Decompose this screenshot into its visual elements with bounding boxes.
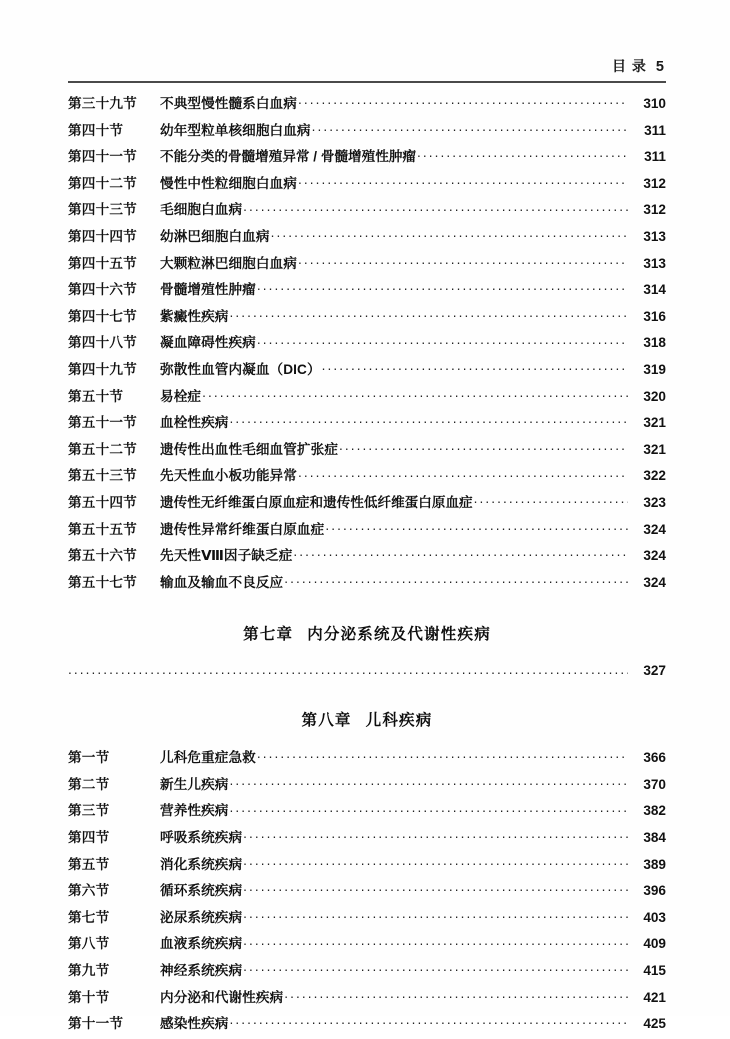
toc-entry-label: 第五十三节 xyxy=(68,468,137,484)
toc-entry-label: 第四十八节 xyxy=(68,335,137,351)
toc-entry-label: 第四节 xyxy=(68,830,110,846)
toc-entry-label: 第四十二节 xyxy=(68,175,137,191)
toc-entry-title: 循环系统疾病 xyxy=(160,883,243,899)
dot-leader xyxy=(243,201,628,215)
toc-entry-title: 泌尿系统疾病 xyxy=(160,909,243,925)
toc-entry[interactable] xyxy=(68,331,666,358)
toc-entry[interactable] xyxy=(68,385,666,412)
toc-entry[interactable] xyxy=(68,518,666,545)
toc-entry-label: 第四十六节 xyxy=(68,282,137,298)
toc-entry-label: 第八节 xyxy=(68,936,110,952)
toc-entry-label: 第五十节 xyxy=(68,388,124,404)
toc-entry-title: 遗传性出血性毛细血管扩张症 xyxy=(160,441,339,457)
toc-entry[interactable] xyxy=(68,799,666,826)
spacer xyxy=(68,730,666,746)
toc-entry-label: 第五十二节 xyxy=(68,441,137,457)
toc-entry[interactable] xyxy=(68,571,666,598)
toc-entry-title: 呼吸系统疾病 xyxy=(160,830,243,846)
toc-entry-title: 输血及输血不良反应 xyxy=(160,574,284,590)
toc-entry-page: 310 xyxy=(643,96,666,111)
toc-entry-page: 324 xyxy=(643,548,666,564)
toc-entry-page: 366 xyxy=(643,750,666,766)
dot-leader xyxy=(243,828,628,842)
toc-entry-label: 第四十九节 xyxy=(68,361,137,377)
toc-entry-title: 神经系统疾病 xyxy=(160,963,243,979)
toc-entry[interactable] xyxy=(68,773,666,800)
toc-entry-label: 第三节 xyxy=(68,803,110,819)
dot-leader xyxy=(417,148,628,162)
toc-group-chapter6-sections xyxy=(68,92,666,597)
toc-entry[interactable] xyxy=(68,544,666,571)
toc-entry-page: 321 xyxy=(643,415,666,431)
toc-entry-page: 313 xyxy=(643,255,666,271)
chapter-7-entry[interactable] xyxy=(68,644,666,678)
toc-entry[interactable] xyxy=(68,145,666,172)
toc-entry-label: 第九节 xyxy=(68,963,110,979)
running-head-title: 目 录 xyxy=(612,58,647,74)
toc-entry-page: 324 xyxy=(643,574,666,590)
toc-body xyxy=(68,92,666,1039)
toc-entry[interactable] xyxy=(68,198,666,225)
toc-entry-label: 第四十一节 xyxy=(68,149,137,165)
toc-entry-page: 409 xyxy=(643,936,666,952)
toc-entry-title: 弥散性血管内凝血（DIC） xyxy=(160,361,321,377)
chapter-7-title: 内分泌系统及代谢性疾病 xyxy=(307,626,491,644)
toc-entry-title: 紫癜性疾病 xyxy=(160,308,229,324)
dot-leader xyxy=(229,775,628,789)
toc-entry-label: 第四十七节 xyxy=(68,308,137,324)
toc-entry-page: 384 xyxy=(643,830,666,846)
toc-entry-title: 血栓性疾病 xyxy=(160,415,229,431)
chapter-8-title: 儿科疾病 xyxy=(365,712,433,730)
toc-entry-title: 慢性中性粒细胞白血病 xyxy=(160,175,297,191)
toc-group-chapter8-sections xyxy=(68,746,666,1039)
dot-leader xyxy=(229,802,628,816)
dot-leader xyxy=(293,547,628,561)
header-rule xyxy=(68,81,666,83)
toc-entry-label: 第五十一节 xyxy=(68,415,137,431)
toc-entry-title: 骨髓增殖性肿瘤 xyxy=(160,282,256,298)
dot-leader xyxy=(257,334,628,348)
chapter-7-number: 第七章 xyxy=(243,626,294,644)
toc-entry[interactable] xyxy=(68,906,666,933)
toc-entry[interactable] xyxy=(68,879,666,906)
toc-entry[interactable] xyxy=(68,932,666,959)
toc-entry-title: 大颗粒淋巴细胞白血病 xyxy=(160,255,297,271)
toc-entry-page: 389 xyxy=(643,856,666,872)
toc-entry-label: 第三十九节 xyxy=(68,96,137,111)
toc-entry-title: 营养性疾病 xyxy=(160,803,229,819)
toc-entry-page: 324 xyxy=(643,521,666,537)
toc-entry[interactable] xyxy=(68,278,666,305)
dot-leader xyxy=(243,882,628,896)
toc-entry-title: 不典型慢性髓系白血病 xyxy=(160,96,297,111)
chapter-heading-7 xyxy=(68,622,666,644)
dot-leader xyxy=(339,440,628,454)
toc-entry-label: 第四十三节 xyxy=(68,202,137,218)
toc-entry[interactable] xyxy=(68,959,666,986)
dot-leader xyxy=(298,254,628,268)
toc-entry-page: 425 xyxy=(643,1016,666,1032)
toc-entry[interactable] xyxy=(68,986,666,1013)
toc-entry-label: 第四十五节 xyxy=(68,255,137,271)
toc-entry-page: 403 xyxy=(643,909,666,925)
toc-entry-page: 312 xyxy=(643,175,666,191)
toc-entry-label: 第六节 xyxy=(68,883,110,899)
dot-leader xyxy=(271,227,628,241)
dot-leader xyxy=(284,988,628,1002)
toc-entry-title: 新生儿疾病 xyxy=(160,776,229,792)
dot-leader xyxy=(322,360,628,374)
toc-entry[interactable] xyxy=(68,252,666,279)
toc-entry-label: 第五十七节 xyxy=(68,574,137,590)
toc-entry-page: 318 xyxy=(643,335,666,351)
toc-entry-title: 幼淋巴细胞白血病 xyxy=(160,228,270,244)
toc-entry-label: 第一节 xyxy=(68,750,110,766)
toc-entry-title: 先天性血小板功能异常 xyxy=(160,468,297,484)
dot-leader xyxy=(68,665,628,679)
dot-leader xyxy=(312,121,628,135)
toc-entry-title: 儿科危重症急救 xyxy=(160,750,256,766)
dot-leader xyxy=(229,414,628,428)
toc-entry[interactable] xyxy=(68,225,666,252)
toc-entry-label: 第五十四节 xyxy=(68,494,137,510)
toc-entry-page: 312 xyxy=(643,202,666,218)
dot-leader xyxy=(229,1015,628,1029)
toc-entry-page: 322 xyxy=(643,468,666,484)
toc-entry-page: 421 xyxy=(643,989,666,1005)
dot-leader xyxy=(325,520,628,534)
toc-entry[interactable] xyxy=(68,92,666,119)
toc-entry-label: 第四十四节 xyxy=(68,228,137,244)
toc-entry-title: 幼年型粒单核细胞白血病 xyxy=(160,122,311,138)
toc-entry-page: 314 xyxy=(643,282,666,298)
toc-entry-title: 凝血障碍性疾病 xyxy=(160,335,256,351)
toc-entry-page: 321 xyxy=(643,441,666,457)
running-head xyxy=(66,52,664,76)
chapter-7-page: 327 xyxy=(643,663,666,679)
dot-leader xyxy=(284,573,628,587)
dot-leader xyxy=(298,174,628,188)
toc-entry[interactable] xyxy=(68,411,666,438)
toc-entry-title: 消化系统疾病 xyxy=(160,856,243,872)
toc-entry-page: 311 xyxy=(644,122,666,138)
dot-leader xyxy=(298,94,628,108)
dot-leader xyxy=(202,387,628,401)
toc-entry-label: 第十节 xyxy=(68,989,110,1005)
toc-entry-page: 396 xyxy=(643,883,666,899)
dot-leader xyxy=(298,467,628,481)
toc-entry-page: 313 xyxy=(643,228,666,244)
dot-leader xyxy=(243,855,628,869)
toc-entry-title: 毛细胞白血病 xyxy=(160,202,243,218)
toc-entry-page: 415 xyxy=(643,963,666,979)
toc-entry-label: 第十一节 xyxy=(68,1016,124,1032)
toc-entry[interactable] xyxy=(68,172,666,199)
chapter-8-number: 第八章 xyxy=(301,712,352,730)
toc-entry[interactable] xyxy=(68,358,666,385)
toc-entry[interactable] xyxy=(68,826,666,853)
toc-entry[interactable] xyxy=(68,491,666,518)
toc-entry-label: 第二节 xyxy=(68,776,110,792)
toc-entry-title: 血液系统疾病 xyxy=(160,936,243,952)
toc-entry-title: 内分泌和代谢性疾病 xyxy=(160,989,284,1005)
dot-leader xyxy=(257,281,628,295)
toc-entry-label: 第五十六节 xyxy=(68,548,137,564)
toc-entry-page: 370 xyxy=(643,776,666,792)
chapter-heading-8 xyxy=(68,708,666,730)
toc-entry-title: 易栓症 xyxy=(160,388,202,404)
toc-entry-label: 第四十节 xyxy=(68,122,124,138)
running-head-page-number: 5 xyxy=(655,59,664,75)
dot-leader xyxy=(257,749,628,763)
toc-entry[interactable] xyxy=(68,746,666,773)
toc-entry-page: 323 xyxy=(643,494,666,510)
dot-leader xyxy=(243,935,628,949)
toc-entry-page: 320 xyxy=(643,388,666,404)
toc-entry-label: 第五节 xyxy=(68,856,110,872)
toc-entry-page: 319 xyxy=(643,361,666,377)
toc-entry-label: 第五十五节 xyxy=(68,521,137,537)
toc-entry-title: 不能分类的骨髓增殖异常 / 骨髓增殖性肿瘤 xyxy=(160,149,417,165)
dot-leader xyxy=(243,961,628,975)
toc-entry-page: 382 xyxy=(643,803,666,819)
toc-entry[interactable] xyxy=(68,853,666,880)
toc-entry-title: 遗传性异常纤维蛋白原血症 xyxy=(160,521,325,537)
toc-entry[interactable] xyxy=(68,305,666,332)
dot-leader xyxy=(474,493,628,507)
toc-entry[interactable] xyxy=(68,119,666,146)
toc-entry-title: 先天性Ⅷ因子缺乏症 xyxy=(160,548,293,564)
toc-entry[interactable] xyxy=(68,438,666,465)
dot-leader xyxy=(229,307,628,321)
toc-entry-page: 316 xyxy=(643,308,666,324)
toc-entry[interactable] xyxy=(68,464,666,491)
toc-entry-page: 311 xyxy=(644,149,666,165)
toc-entry-title: 遗传性无纤维蛋白原血症和遗传性低纤维蛋白原血症 xyxy=(160,494,473,510)
toc-entry[interactable] xyxy=(68,1012,666,1039)
toc-entry-title: 感染性疾病 xyxy=(160,1016,229,1032)
dot-leader xyxy=(243,908,628,922)
toc-entry-label: 第七节 xyxy=(68,909,110,925)
